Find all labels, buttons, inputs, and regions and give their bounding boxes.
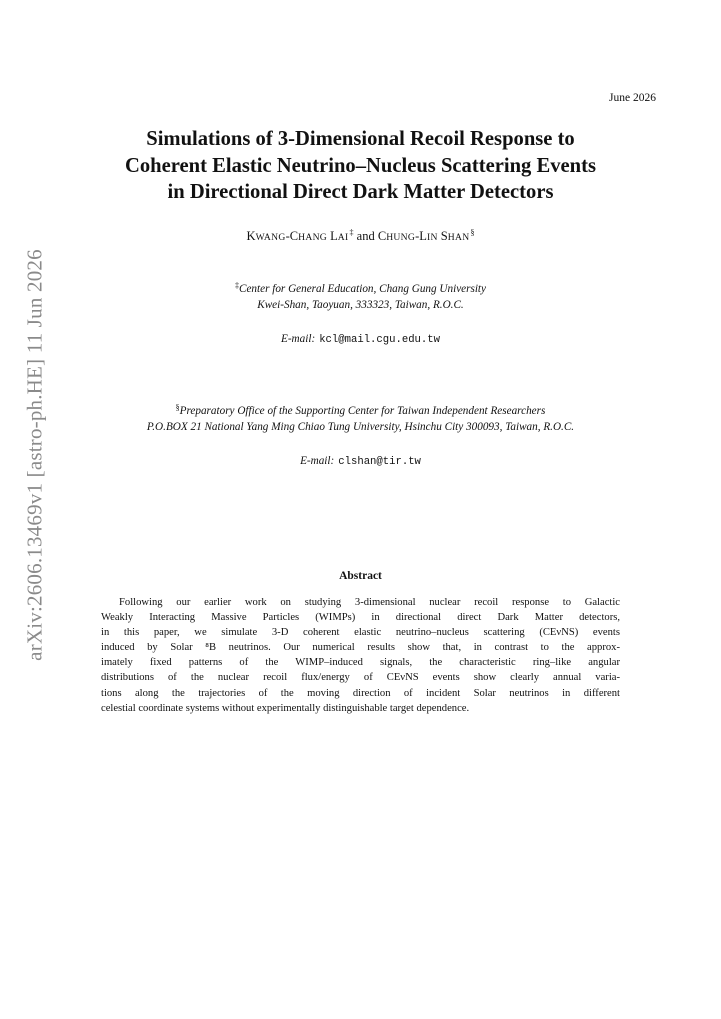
affiliation-1-line-1 — [0, 277, 721, 298]
affiliation-2-name: Preparatory Office of the Supporting Center for Taiwan Independent Researchers — [179, 405, 546, 417]
author-1-name: KWANG-CHANG LAI — [246, 229, 349, 243]
email-label: E-mail: — [281, 333, 316, 345]
abstract-line: in this paper, we simulate 3-D coherent elastic neutrino–nucleus scattering (CEνNS) events — [101, 627, 620, 639]
affiliation-2-mark: § — [175, 403, 180, 412]
publication-date: June 2026 — [609, 92, 656, 104]
author-conjunction: and — [356, 229, 375, 243]
email-address-2[interactable]: clshan@tir.tw — [338, 456, 421, 468]
abstract-heading: Abstract — [339, 570, 382, 582]
affiliation-1-name: Center for General Education, Chang Gung University — [238, 283, 487, 295]
arxiv-identifier-stamp: arXiv:2606.13469v1 [astro-ph.HE] 11 Jun 2026 — [22, 249, 47, 661]
affiliation-2-line-1 — [0, 399, 721, 420]
abstract-line: Weakly Interacting Massive Particles (WIMPs) in directional direct Dark Matter detectors, — [101, 612, 620, 624]
abstract-line: celestial coordinate systems without experimentally distinguishable target dependence. — [101, 702, 470, 714]
abstract-line: imately fixed patterns of the WIMP–induced signals, the characteristic ring–like angular — [101, 657, 620, 669]
affiliation-1-line-2: Kwei-Shan, Taoyuan, 333323, Taiwan, R.O.C. — [257, 299, 464, 311]
title-line-3: in Directional Direct Dark Matter Detectors — [167, 181, 554, 203]
affiliation-2-email — [0, 455, 721, 468]
author-list — [0, 228, 721, 244]
title-line-2: Coherent Elastic Neutrino–Nucleus Scattering Events — [125, 154, 596, 177]
author-1-mark: ‡ — [349, 228, 354, 237]
email-label: E-mail: — [300, 455, 335, 467]
affiliation-2-line-2: P.O.BOX 21 National Yang Ming Chiao Tung University, Hsinchu City 300093, Taiwan, R.O.C. — [146, 421, 575, 433]
abstract-line: tions along the trajectories of the moving direction of incident Solar neutrinos in different — [101, 687, 620, 699]
abstract-line: distributions of the nuclear recoil flux/energy of CEνNS events show clearly annual varia- — [101, 672, 620, 684]
abstract-body — [101, 595, 620, 716]
author-2-mark: § — [470, 228, 475, 237]
paper-title — [0, 126, 721, 206]
author-2-name: CHUNG-LIN SHAN — [377, 229, 470, 243]
abstract-line: Following our earlier work on studying 3-dimensional nuclear recoil response to Galactic — [119, 597, 620, 608]
affiliation-1-email — [0, 333, 721, 346]
affiliation-1-mark: ‡ — [234, 281, 239, 290]
abstract-line: induced by Solar ⁸B neutrinos. Our numerical results show that, in contrast to the approx- — [101, 642, 620, 654]
email-address-1[interactable]: kcl@mail.cgu.edu.tw — [319, 334, 440, 346]
title-line-1: Simulations of 3-Dimensional Recoil Response to — [146, 128, 575, 150]
